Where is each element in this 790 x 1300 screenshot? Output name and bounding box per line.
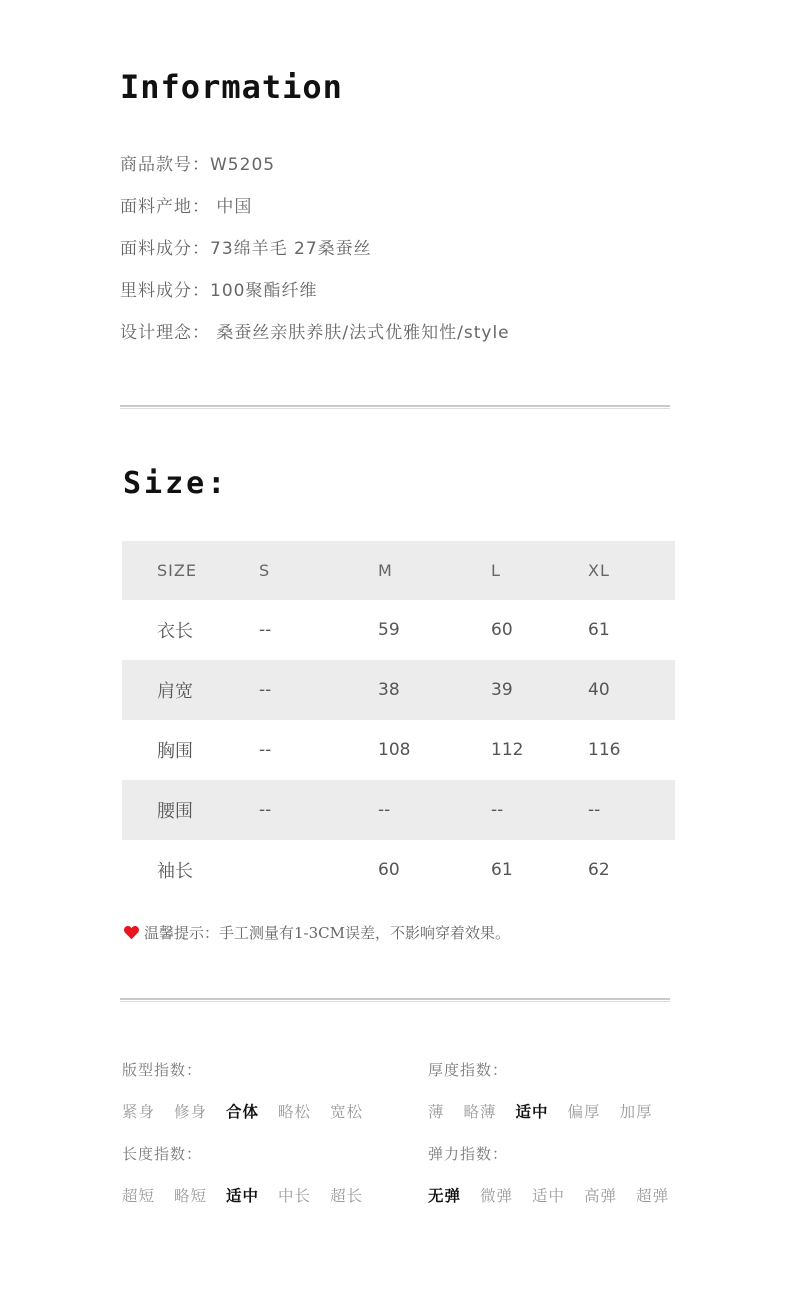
index-option: 修身: [174, 1103, 208, 1121]
index-option-selected: 合体: [226, 1102, 260, 1121]
index-option: 高弹: [584, 1187, 618, 1205]
table-cell: 40: [588, 680, 610, 700]
fit-index-label: 版型指数：: [122, 1061, 203, 1079]
index-option-selected: 无弹: [428, 1186, 462, 1205]
index-option: 中长: [278, 1187, 312, 1205]
table-row-sleeve: [122, 840, 675, 900]
index-option-selected: 适中: [226, 1186, 260, 1205]
table-cell: 59: [378, 620, 400, 640]
table-cell: --: [259, 800, 272, 820]
table-cell: 112: [491, 740, 524, 760]
fit-index-options: [122, 1100, 382, 1122]
index-option: 适中: [532, 1187, 566, 1205]
table-cell: --: [259, 740, 272, 760]
index-option-selected: 适中: [515, 1102, 549, 1121]
thickness-index-options: [428, 1100, 672, 1122]
table-row-shoulder: [122, 660, 675, 720]
header-cell-size: SIZE: [157, 561, 197, 580]
measurement-note: [123, 922, 510, 943]
table-cell: 38: [378, 680, 400, 700]
header-cell-xl: XL: [588, 561, 610, 580]
table-cell: 116: [588, 740, 621, 760]
index-option: 略短: [174, 1187, 208, 1205]
table-row-waist: [122, 780, 675, 840]
size-title: Size:: [123, 466, 229, 501]
header-cell-m: M: [378, 561, 393, 580]
table-row-length: [122, 600, 675, 660]
information-title: Information: [120, 68, 343, 106]
table-cell: --: [259, 680, 272, 700]
elasticity-index-label: 弹力指数：: [428, 1145, 509, 1163]
info-lining-composition: 里料成分：100聚酯纤维: [120, 281, 318, 301]
table-row-chest: [122, 720, 675, 780]
row-label: 胸围: [157, 741, 193, 762]
size-table-header: [122, 541, 675, 600]
index-option: 超长: [330, 1187, 364, 1205]
table-cell: --: [259, 620, 272, 640]
table-cell: 62: [588, 860, 610, 880]
info-fabric-origin: 面料产地： 中国: [120, 197, 253, 217]
index-option: 略薄: [463, 1103, 497, 1121]
info-fabric-composition: 面料成分：73绵羊毛 27桑蚕丝: [120, 239, 372, 259]
table-cell: --: [588, 800, 601, 820]
index-option: 超弹: [636, 1187, 670, 1205]
thickness-index-label: 厚度指数：: [428, 1061, 509, 1079]
product-info-list: [120, 150, 720, 360]
table-cell: 60: [378, 860, 400, 880]
index-option: 薄: [428, 1103, 445, 1121]
index-option: 加厚: [619, 1103, 653, 1121]
table-cell: 39: [491, 680, 513, 700]
elasticity-index-options: [428, 1184, 688, 1206]
index-option: 微弹: [480, 1187, 514, 1205]
section-divider: [120, 405, 670, 409]
header-cell-s: S: [259, 561, 271, 580]
note-text: 温馨提示：手工测量有1-3CM误差，不影响穿着效果。: [144, 924, 510, 942]
section-divider: [120, 998, 670, 1002]
info-design-concept: 设计理念： 桑蚕丝亲肤养肤/法式优雅知性/style: [120, 323, 510, 343]
index-option: 略松: [278, 1103, 312, 1121]
length-index-label: 长度指数：: [122, 1145, 203, 1163]
table-cell: 61: [588, 620, 610, 640]
info-style-number: 商品款号：W5205: [120, 155, 276, 175]
table-cell: 108: [378, 740, 411, 760]
index-option: 宽松: [330, 1103, 364, 1121]
table-cell: 61: [491, 860, 513, 880]
index-option: 超短: [122, 1187, 156, 1205]
table-cell: --: [378, 800, 391, 820]
index-option: 偏厚: [567, 1103, 601, 1121]
row-label: 衣长: [157, 621, 193, 642]
table-cell: --: [491, 800, 504, 820]
row-label: 腰围: [157, 801, 193, 822]
heart-icon: [123, 924, 140, 941]
header-cell-l: L: [491, 561, 501, 580]
size-table: [122, 541, 675, 900]
table-cell: 60: [491, 620, 513, 640]
row-label: 肩宽: [157, 681, 193, 702]
index-option: 紧身: [122, 1103, 156, 1121]
row-label: 袖长: [157, 861, 193, 882]
length-index-options: [122, 1184, 382, 1206]
